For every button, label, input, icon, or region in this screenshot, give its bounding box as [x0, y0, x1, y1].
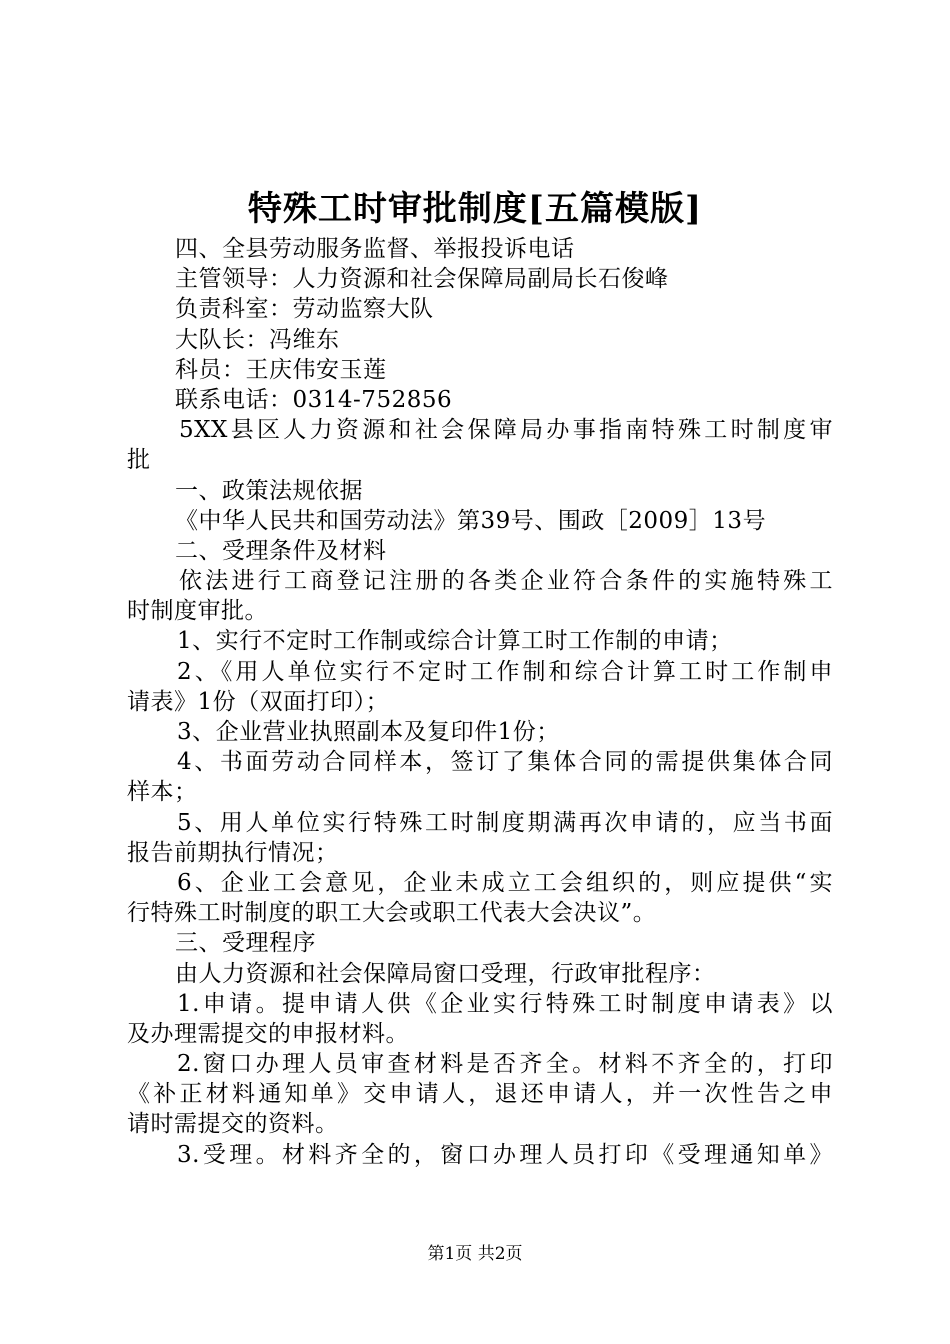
text-line: 5XX县区人力资源和社会保障局办事指南特殊工时制度审	[179, 417, 833, 444]
text-line: 2.窗口办理人员审查材料是否齐全。材料不齐全的，打印	[177, 1051, 833, 1078]
text-line: 请时需提交的资料。	[127, 1111, 339, 1138]
text-line: 主管领导：人力资源和社会保障局副局长石俊峰	[175, 266, 669, 293]
document-body	[127, 234, 833, 1170]
text-line: 样本；	[127, 779, 198, 806]
text-line: 联系电话：0314-752856	[175, 386, 453, 413]
text-line: 报告前期执行情况；	[127, 839, 339, 866]
page-footer: 第1页 共2页	[427, 1244, 523, 1264]
document-title: 特殊工时审批制度[五篇模版]	[247, 189, 703, 229]
text-line: 三、受理程序	[175, 930, 316, 957]
text-line: 负责科室：劳动监察大队	[175, 296, 434, 323]
text-line: 请表》1份（双面打印）；	[127, 688, 390, 715]
text-line: 2、《用人单位实行不定时工作制和综合计算工时工作制申	[177, 658, 833, 685]
text-line: 依法进行工商登记注册的各类企业符合条件的实施特殊工	[179, 568, 833, 595]
text-line: 大队长：冯维东	[175, 326, 340, 353]
text-line: 4、书面劳动合同样本，签订了集体合同的需提供集体合同	[177, 749, 833, 776]
text-line: 3.受理。材料齐全的，窗口办理人员打印《受理通知单》	[177, 1141, 833, 1168]
text-line: 5、用人单位实行特殊工时制度期满再次申请的，应当书面	[177, 809, 833, 836]
text-line: 四、全县劳动服务监督、举报投诉电话	[175, 236, 575, 262]
text-line: 6、企业工会意见，企业未成立工会组织的，则应提供“实	[177, 869, 833, 896]
text-line: 《补正材料通知单》交申请人，退还申请人，并一次性告之申	[127, 1081, 833, 1108]
text-line: 由人力资源和社会保障局窗口受理，行政审批程序：	[175, 960, 716, 987]
text-line: 1.申请。提申请人供《企业实行特殊工时制度申请表》以	[177, 990, 833, 1017]
text-line: 科员：王庆伟安玉莲	[175, 356, 387, 383]
text-line: 时制度审批。	[127, 598, 268, 625]
text-line: 一、政策法规依据	[175, 477, 363, 504]
text-line: 及办理需提交的申报材料。	[127, 1020, 409, 1047]
text-line: 3、企业营业执照副本及复印件1份；	[177, 719, 560, 745]
text-line: 《中华人民共和国劳动法》第39号、围政［2009］13号	[175, 507, 767, 534]
text-line: 1、实行不定时工作制或综合计算工时工作制的申请；	[177, 628, 733, 655]
text-line: 批	[127, 447, 151, 474]
text-line: 行特殊工时制度的职工大会或职工代表大会决议”。	[127, 900, 657, 927]
text-line: 二、受理条件及材料	[175, 537, 387, 564]
